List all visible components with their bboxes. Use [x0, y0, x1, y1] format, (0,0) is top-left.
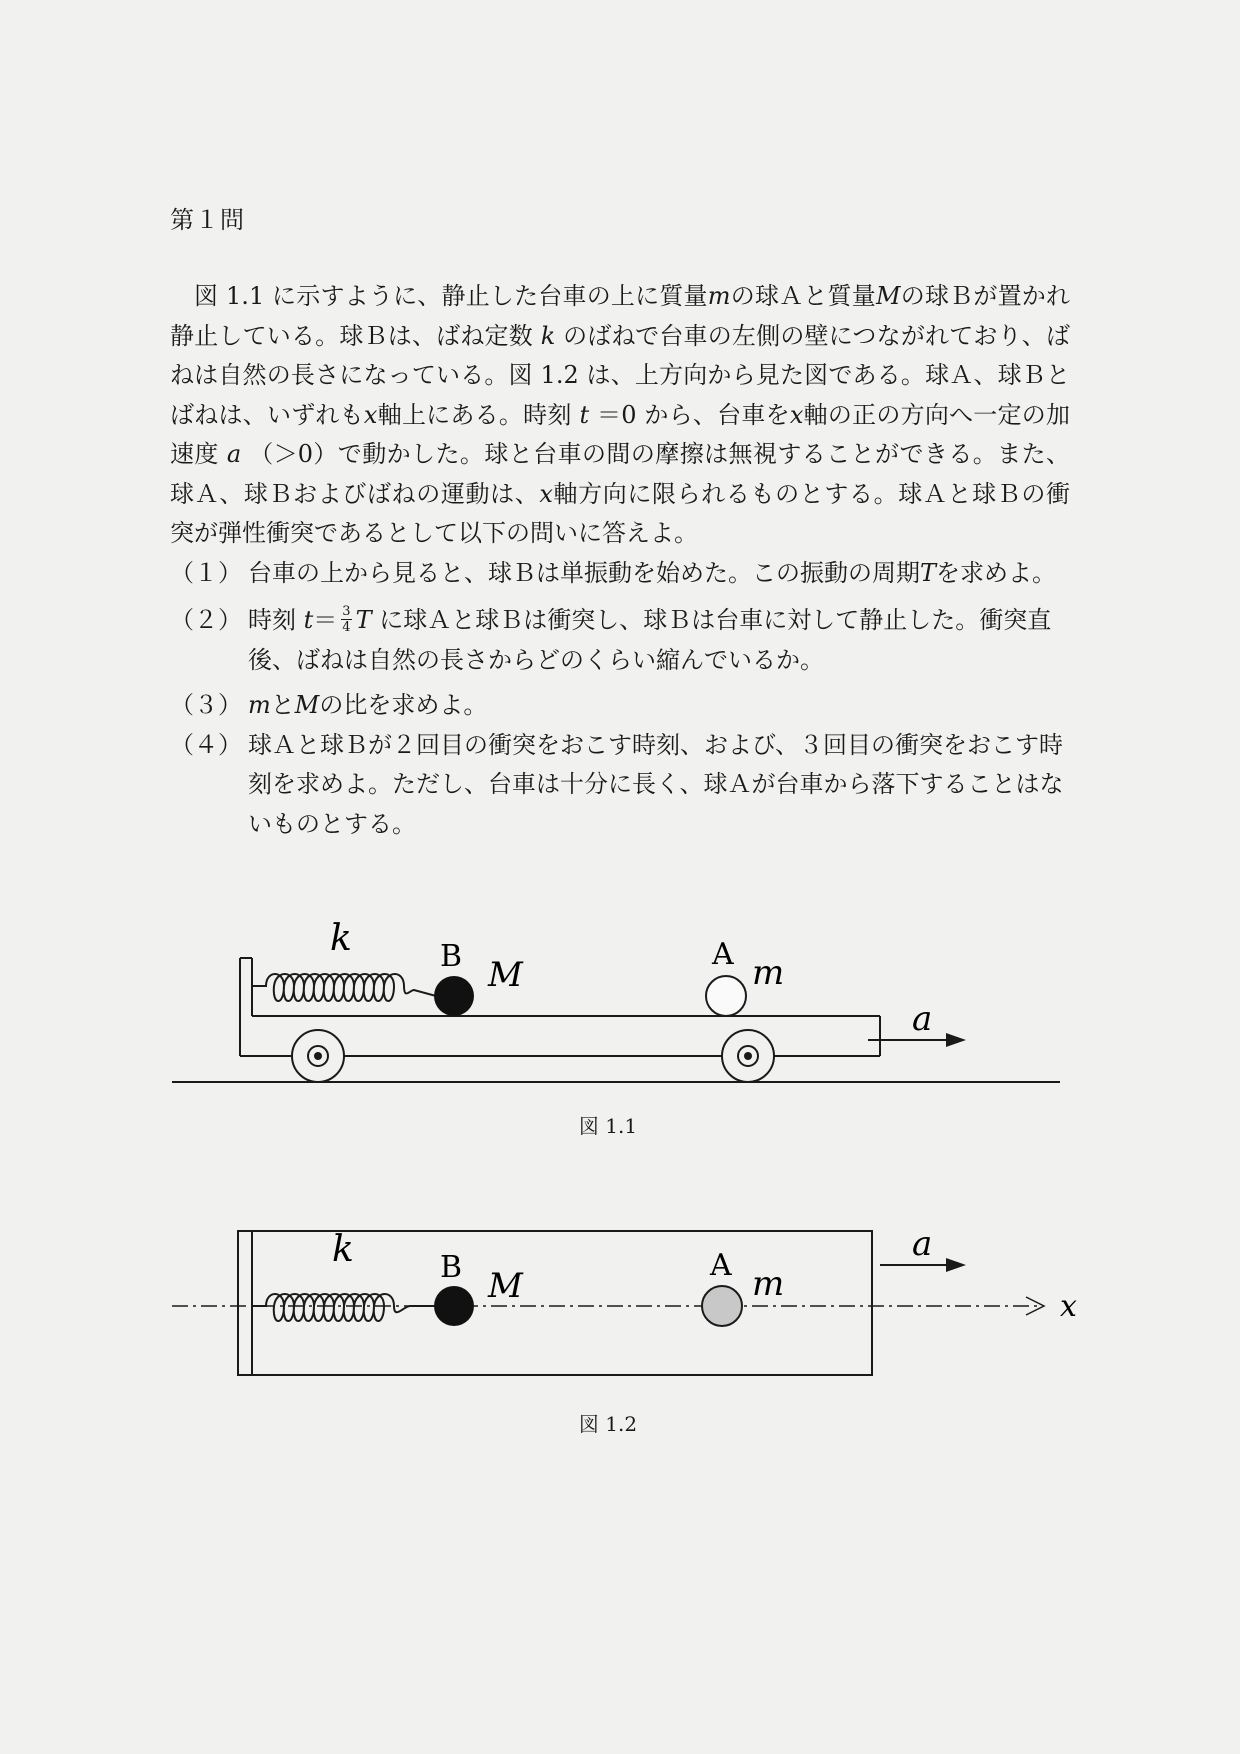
- ball-b: [434, 1286, 474, 1326]
- var-x: x: [363, 400, 378, 429]
- mass-b-label: M: [488, 955, 523, 995]
- var-x: x: [789, 400, 804, 429]
- question-text: [248, 686, 1070, 726]
- acceleration-arrow-head: [946, 1258, 966, 1272]
- ball-a: [706, 976, 746, 1016]
- question-number: （１）: [170, 558, 242, 587]
- intro-text: 図 1.1 に示すように、静止した台車の上に質量: [194, 282, 708, 310]
- var-t: t: [303, 606, 314, 634]
- figure-1-1: [0, 920, 1240, 1138]
- var-a: a: [226, 440, 242, 468]
- accel-label: a: [912, 1225, 933, 1264]
- intro-text: ＝0 から、台車を: [597, 400, 790, 429]
- var-T: T: [920, 558, 937, 587]
- intro-text: の球Ｂが置かれ静止している。球Ｂは、ばね定数: [170, 282, 1071, 350]
- spring-coil: [252, 974, 446, 1001]
- question-text-part: に球Ａと球Ｂは衝突し、球Ｂは台車に対して静止した。衝突直後、ばねは自然の長さからどのくらい縮んでいるか。: [248, 606, 1052, 674]
- question-2: [170, 601, 1070, 680]
- intro-text: 軸の正の方向へ一定の加速度: [170, 400, 1071, 468]
- var-M: M: [875, 282, 901, 310]
- var-M: M: [294, 691, 320, 719]
- intro-text: のばねで台車の左側の壁につながれており、ばねは自然の長さになっている。図 1.2 は、上方向から見た図である。球Ａ、球Ｂとばねは、いずれも: [170, 321, 1070, 429]
- question-text-part: 時刻: [248, 606, 296, 634]
- fraction-numerator: 3: [342, 604, 351, 619]
- ball-b-label: B: [440, 939, 463, 974]
- ball-a: [702, 1286, 742, 1326]
- question-3: [170, 686, 1070, 726]
- x-axis-label: x: [1060, 1289, 1077, 1324]
- spring-label-k: k: [332, 1229, 354, 1270]
- var-t: t: [579, 400, 590, 429]
- wheel-left: [292, 1030, 344, 1082]
- wheel-right: [722, 1030, 774, 1082]
- equals-sign: ＝: [313, 606, 338, 634]
- accel-label: a: [912, 999, 933, 1039]
- question-number: （２）: [170, 606, 242, 634]
- figure-1-1-caption: 図 1.1: [578, 1114, 638, 1138]
- spring-label-k: k: [330, 920, 352, 959]
- ball-a-label: A: [712, 937, 734, 972]
- var-m: m: [248, 691, 271, 719]
- var-x: x: [539, 479, 553, 508]
- mass-a-label: m: [752, 1264, 785, 1304]
- question-text-part: と: [270, 691, 295, 719]
- question-number: （４）: [170, 730, 242, 759]
- problem-heading: 第１問: [170, 206, 245, 234]
- problem-intro: [170, 277, 1070, 554]
- question-text: [248, 601, 1070, 680]
- fraction-denominator: 4: [342, 620, 351, 635]
- question-text-part: 台車の上から見ると、球Ｂは単振動を始めた。この振動の周期: [248, 558, 920, 587]
- problem-body: [170, 277, 1070, 844]
- fraction-three-quarters: [341, 604, 351, 635]
- question-text: [248, 554, 1070, 594]
- intro-text: の球Ａと質量: [730, 282, 876, 310]
- intro-text: 軸上にある。時刻: [377, 400, 572, 429]
- figure-1-2-caption: 図 1.2: [578, 1412, 638, 1436]
- question-text-part: の比を求めよ。: [319, 691, 488, 719]
- ball-a-label: A: [710, 1248, 732, 1283]
- mass-b-label: M: [488, 1266, 523, 1306]
- intro-text: 軸方向に限られるものとする。球Ａと球Ｂの衝突が弾性衝突であるとして以下の問いに答えよ。: [170, 479, 1071, 547]
- figure-1-2: [0, 1225, 1240, 1436]
- var-m: m: [707, 282, 731, 310]
- intro-text: （＞0）で動かした。球と台車の間の摩擦は無視することができる。また、球Ａ、球Ｂおよびばねの運動は、: [170, 440, 1070, 508]
- spring-coil: [252, 1294, 436, 1321]
- question-text: 球Ａと球Ｂが２回目の衝突をおこす時刻、および、３回目の衝突をおこす時刻を求めよ。ただし、台車は十分に長く、球Ａが台車から落下することはないものとする。: [248, 730, 1064, 838]
- ball-b-label: B: [440, 1250, 463, 1285]
- question-4: [170, 726, 1070, 845]
- question-text-part: を求めよ。: [936, 558, 1057, 587]
- acceleration-arrow-head: [946, 1033, 966, 1047]
- var-k: k: [540, 321, 556, 350]
- cart-top-view-diagram: [0, 1225, 1240, 1385]
- var-T: T: [355, 606, 372, 634]
- cart-side-view-diagram: [0, 920, 1240, 1100]
- mass-a-label: m: [752, 953, 785, 993]
- question-1: [170, 554, 1070, 594]
- ball-b: [434, 976, 474, 1016]
- question-number: （３）: [170, 691, 242, 719]
